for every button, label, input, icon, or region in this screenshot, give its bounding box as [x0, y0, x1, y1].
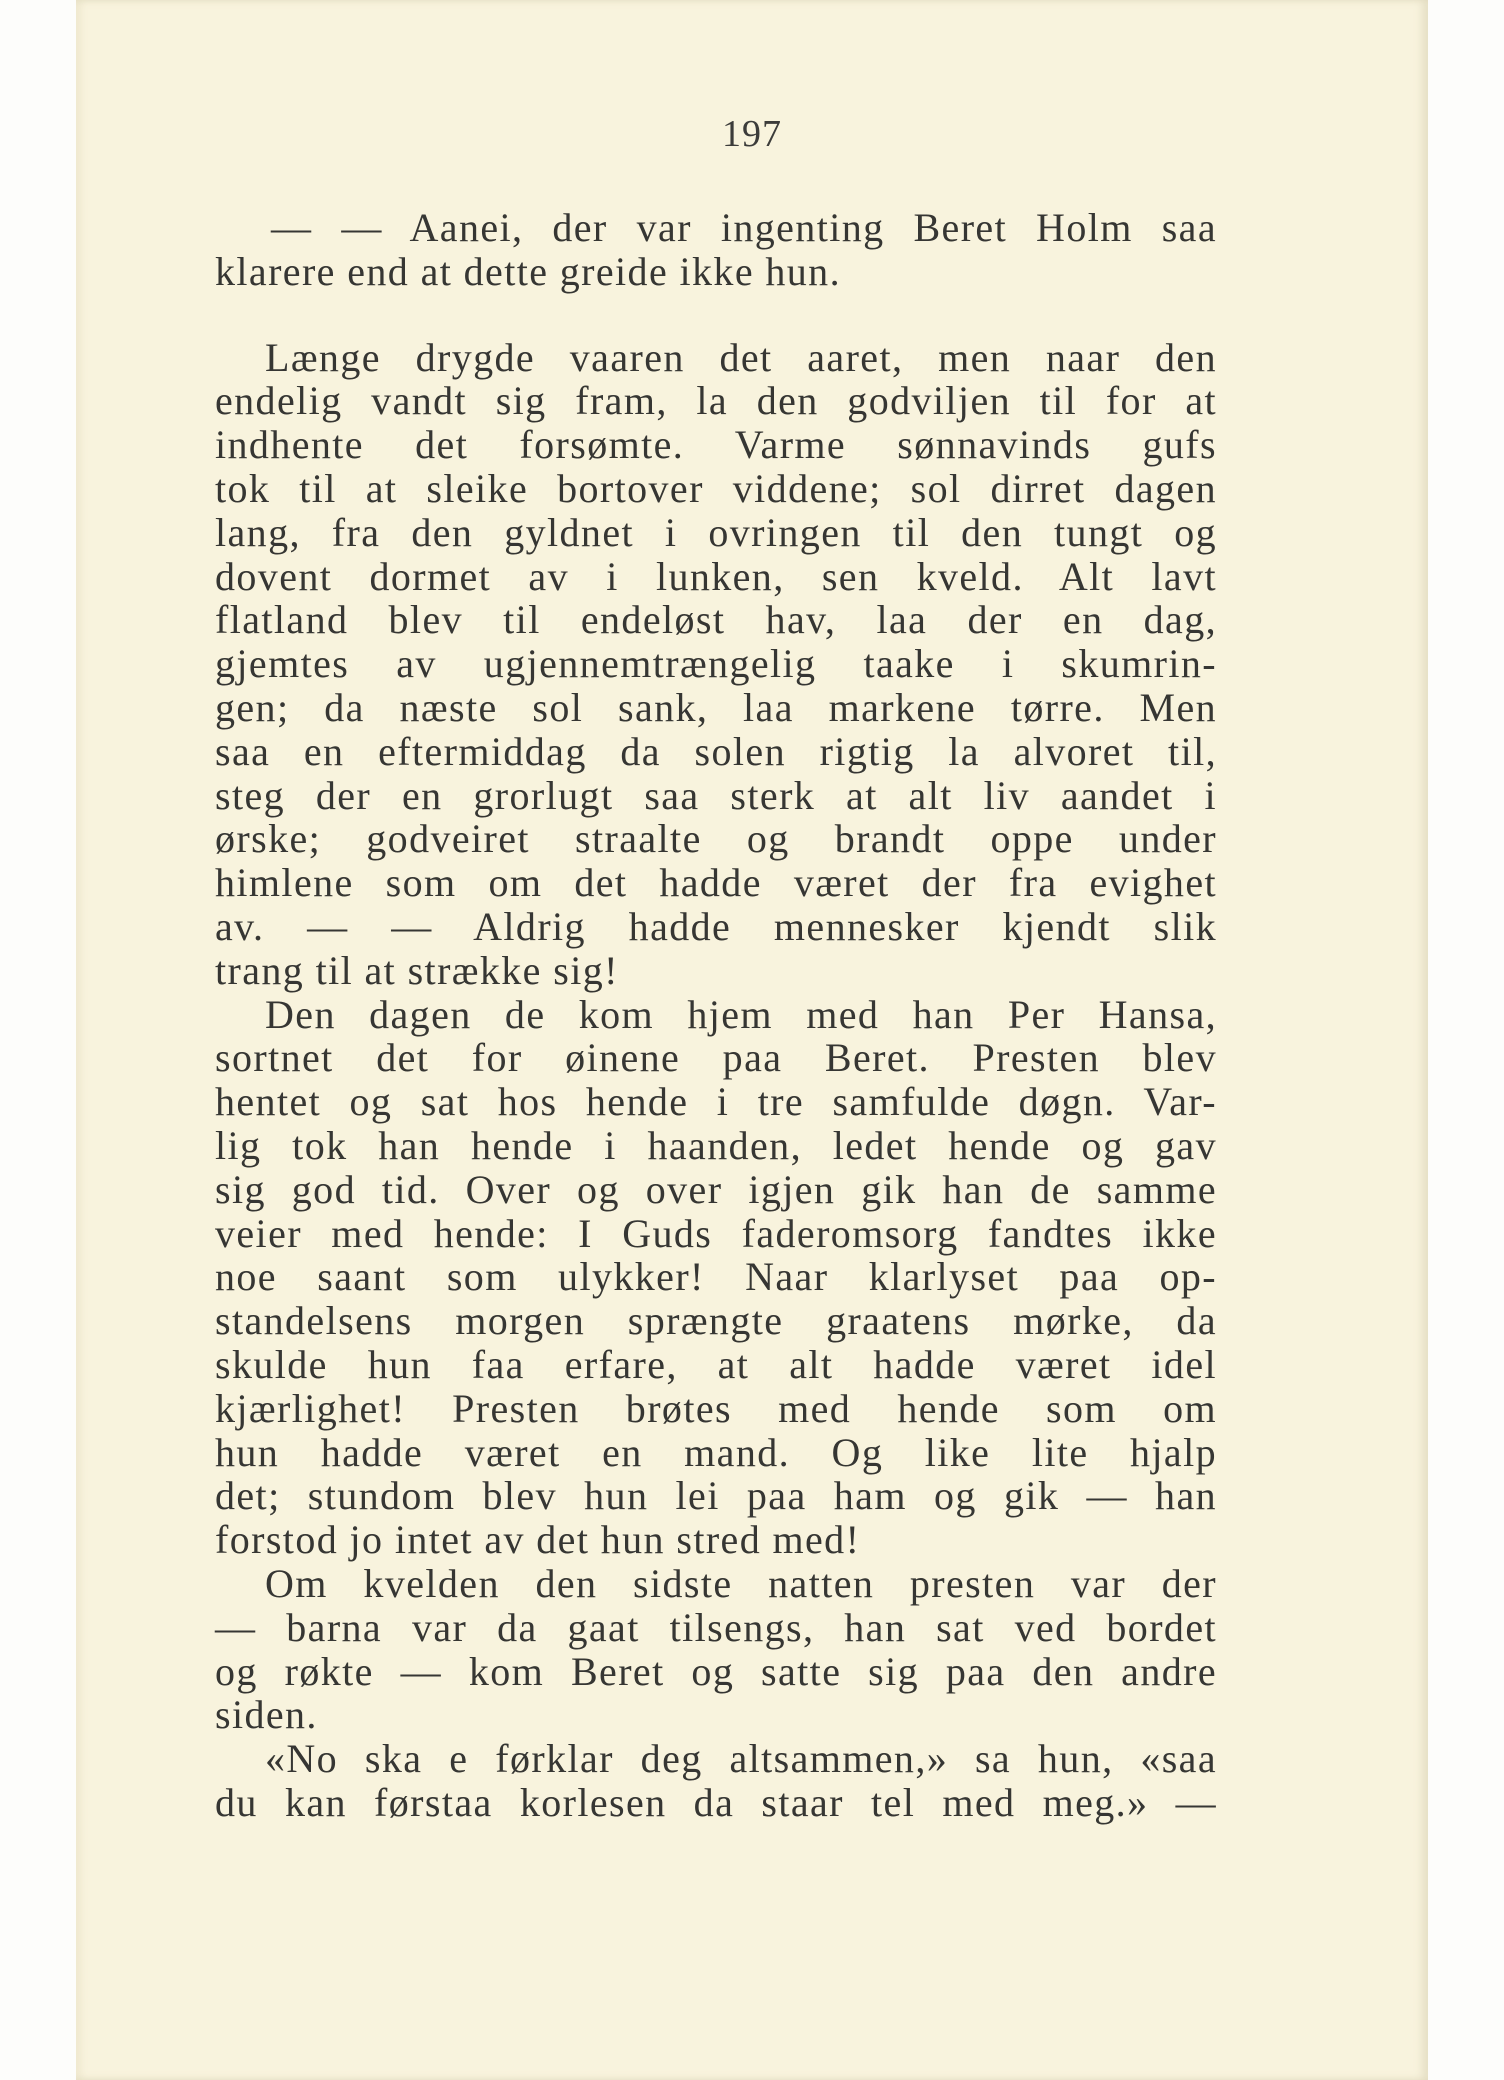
text-line: veier med hende: I Guds faderomsorg fandtes ikke: [215, 1210, 1217, 1256]
text-line: sig god tid. Over og over igjen gik han de samme: [215, 1166, 1217, 1212]
text-line: siden.: [215, 1692, 318, 1738]
paragraph: [215, 1737, 1217, 1825]
text-line: ørske; godveiret straalte og brandt oppe under: [215, 816, 1217, 862]
paragraph: [215, 336, 1217, 993]
text-line: indhente det forsømte. Varme sønnavinds gufs: [215, 422, 1217, 468]
text-line: «No ska e førklar deg altsammen,» sa hun, «saa: [265, 1736, 1217, 1782]
book-page: [76, 0, 1428, 2080]
text-line: forstod jo intet av det hun stred med!: [215, 1517, 861, 1563]
text-line: skulde hun faa erfare, at alt hadde været idel: [215, 1341, 1217, 1387]
text-line: saa en eftermiddag da solen rigtig la alvoret til,: [215, 728, 1217, 774]
text-line: dovent dormet av i lunken, sen kveld. Alt lavt: [215, 553, 1217, 599]
text-line: og røkte — kom Beret og satte sig paa den andre: [215, 1648, 1217, 1694]
page-number: 197: [722, 113, 782, 155]
text-line: hun hadde været en mand. Og like lite hjalp: [215, 1429, 1217, 1475]
text-line: — barna var da gaat tilsengs, han sat ved bordet: [215, 1604, 1217, 1650]
text-line: av. — — Aldrig hadde mennesker kjendt slik: [215, 903, 1217, 949]
body-text: [215, 206, 1217, 1825]
paragraph: [215, 993, 1217, 1562]
text-line: noe saant som ulykker! Naar klarlyset paa op-: [215, 1254, 1217, 1300]
text-line: trang til at strække sig!: [215, 947, 619, 993]
text-line: klarere end at dette greide ikke hun.: [215, 248, 841, 294]
text-line: det; stundom blev hun lei paa ham og gik — han: [215, 1473, 1217, 1519]
text-line: himlene som om det hadde været der fra evighet: [215, 860, 1217, 906]
text-line: flatland blev til endeløst hav, laa der en dag,: [215, 597, 1217, 643]
text-line: Den dagen de kom hjem med han Per Hansa,: [265, 991, 1217, 1037]
text-line: hentet og sat hos hende i tre samfulde døgn. Var-: [215, 1079, 1217, 1125]
text-line: steg der en grorlugt saa sterk at alt liv aandet i: [215, 772, 1217, 818]
text-line: endelig vandt sig fram, la den godviljen til for at: [215, 378, 1217, 424]
text-line: lig tok han hende i haanden, ledet hende og gav: [215, 1122, 1217, 1168]
text-line: lang, fra den gyldnet i ovringen til den tungt og: [215, 509, 1217, 555]
paragraph: [215, 1562, 1217, 1737]
text-line: standelsens morgen sprængte graatens mørke, da: [215, 1298, 1217, 1344]
text-line: sortnet det for øinene paa Beret. Presten blev: [215, 1035, 1217, 1081]
text-line: gen; da næste sol sank, laa markene tørre. Men: [215, 684, 1217, 730]
text-line: gjemtes av ugjennemtrængelig taake i skumrin-: [215, 641, 1217, 687]
text-line: kjærlighet! Presten brøtes med hende som om: [215, 1385, 1217, 1431]
text-line: — — Aanei, der var ingenting Beret Holm saa: [271, 205, 1217, 250]
text-line: du kan førstaa korlesen da staar tel med meg.» —: [215, 1779, 1217, 1825]
paragraph: [215, 206, 1217, 294]
text-line: tok til at sleike bortover viddene; sol dirret dagen: [215, 465, 1217, 511]
text-line: Længe drygde vaaren det aaret, men naar den: [265, 334, 1217, 380]
text-line: Om kvelden den sidste natten presten var der: [265, 1560, 1217, 1606]
